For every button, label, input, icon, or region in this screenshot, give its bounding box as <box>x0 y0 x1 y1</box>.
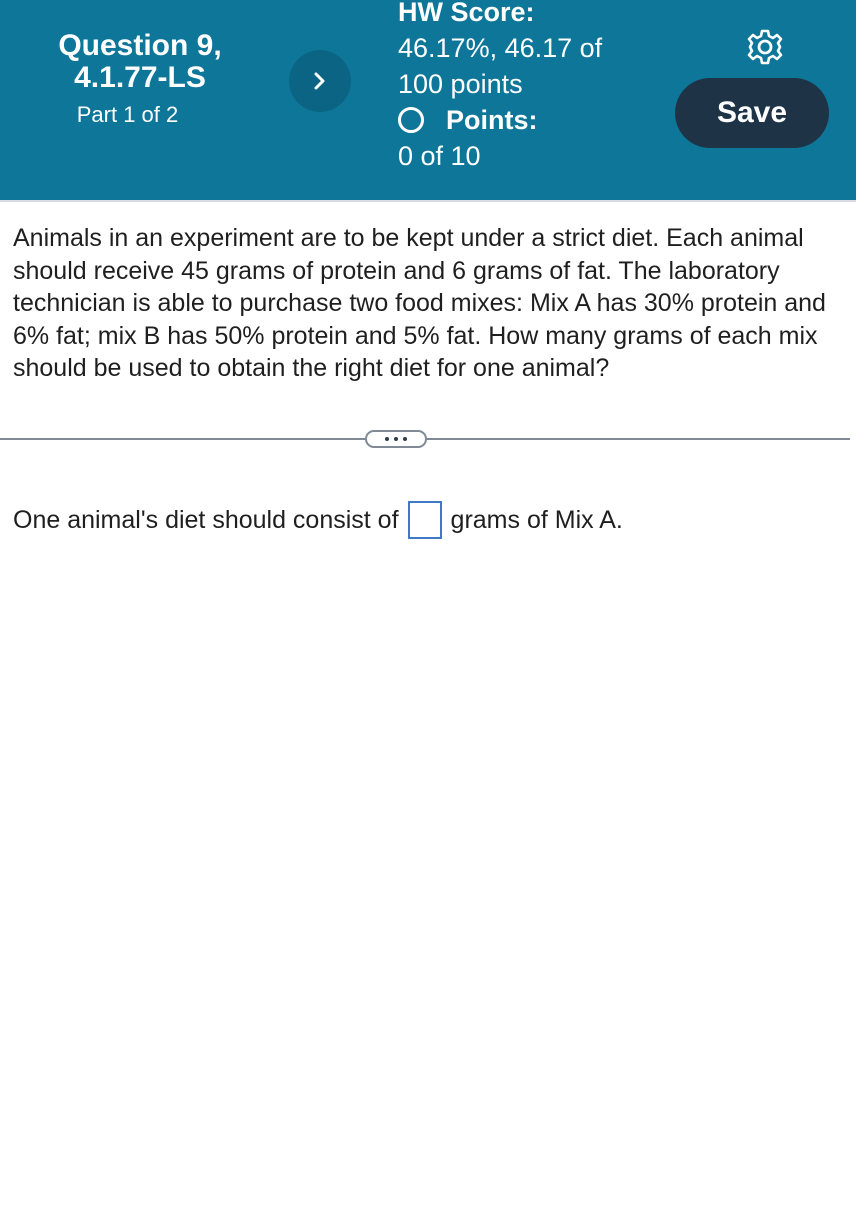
dot-icon <box>403 437 407 441</box>
answer-prefix: One animal's diet should consist of <box>13 506 399 534</box>
score-block <box>398 0 638 174</box>
question-text: Animals in an experiment are to be kept under a strict diet. Each animal should receive 45 grams of protein and 6 grams of fat. The laboratory technician is able to purchase two food mixes: Mix A has 30% protein and 6% fat; mix B has 50% protein and 5% fat. How many grams of each mix should be used to obtain the right diet for one animal? <box>13 224 826 382</box>
hw-score-label: HW Score: <box>398 0 535 27</box>
dot-icon <box>394 437 398 441</box>
header-bar <box>0 0 856 200</box>
header-divider <box>0 200 856 202</box>
question-title: Question 9, 4.1.77-LS <box>58 29 222 94</box>
gear-icon[interactable] <box>745 27 785 67</box>
hw-score-value: 46.17%, 46.17 of 100 points <box>398 33 603 99</box>
circle-outline-icon <box>398 107 424 133</box>
points-line <box>398 102 638 138</box>
points-value: 0 of 10 <box>398 141 481 171</box>
question-part: Part 1 of 2 <box>76 102 179 127</box>
dot-icon <box>385 437 389 441</box>
save-button[interactable]: Save <box>675 78 829 148</box>
next-question-button[interactable] <box>289 50 351 112</box>
answer-suffix: grams of Mix A. <box>450 506 623 534</box>
mix-a-grams-input[interactable] <box>408 501 442 539</box>
points-label: Points: <box>446 105 538 135</box>
chevron-right-icon <box>313 71 327 91</box>
answer-line <box>13 500 623 540</box>
show-more-button[interactable] <box>365 430 427 448</box>
